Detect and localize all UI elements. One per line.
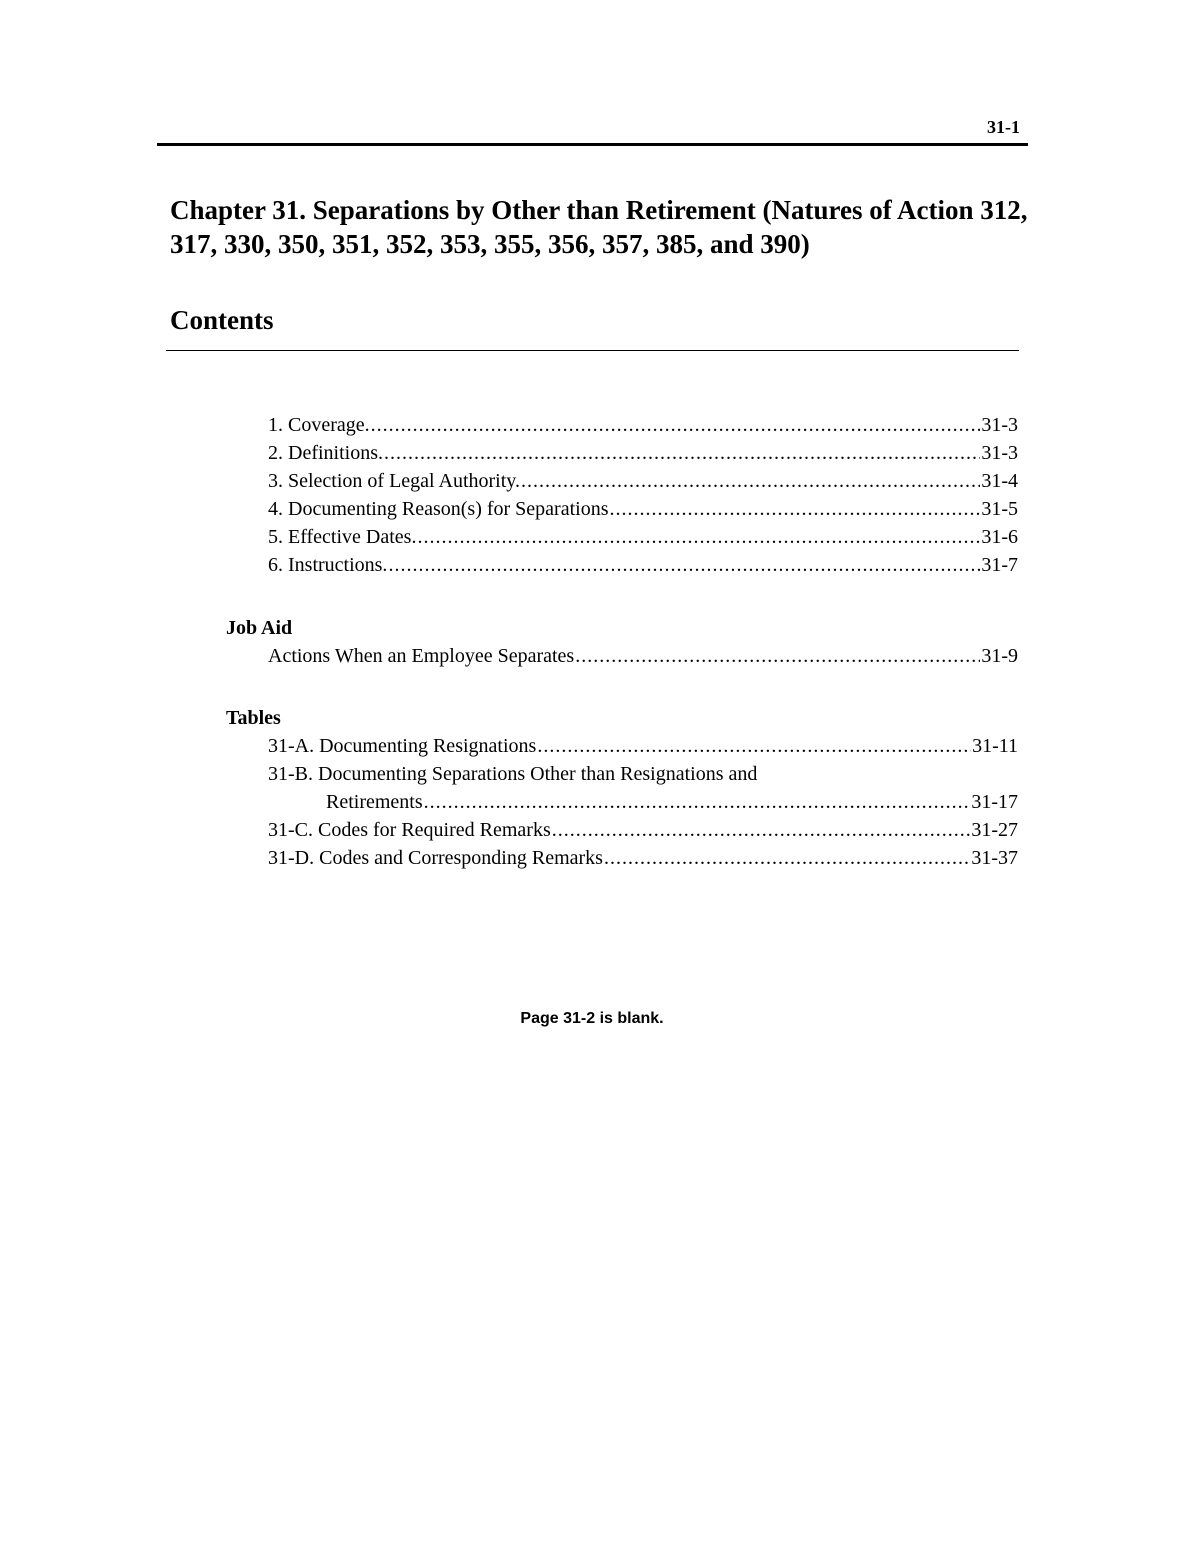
toc-entry-label: 3. Selection of Legal Authority.	[268, 470, 520, 492]
contents-list	[268, 411, 1018, 579]
toc-entry-page: 31-3	[981, 442, 1018, 464]
tables-heading: Tables	[226, 707, 281, 729]
tables-list	[268, 732, 1018, 872]
toc-entry-table-31c[interactable]	[268, 816, 1018, 844]
blank-page-note: Page 31-2 is blank.	[520, 1010, 664, 1027]
toc-entry-definitions[interactable]	[268, 439, 1018, 467]
contents-heading: Contents	[170, 305, 274, 335]
toc-entry-effective-dates[interactable]	[268, 523, 1018, 551]
toc-entry-page: 31-4	[981, 470, 1018, 492]
toc-entry-label: 4. Documenting Reason(s) for Separations	[268, 498, 609, 520]
toc-entry-table-31a[interactable]	[268, 732, 1018, 760]
toc-entry-label: Actions When an Employee Separates	[268, 645, 575, 667]
toc-entry-page: 31-3	[981, 414, 1018, 436]
toc-entry-documenting-reasons[interactable]	[268, 495, 1018, 523]
toc-entry-table-31b-continued[interactable]	[268, 788, 1018, 816]
toc-entry-page: 31-6	[981, 526, 1018, 548]
toc-entry-legal-authority[interactable]	[268, 467, 1018, 495]
dot-leader	[604, 844, 970, 872]
toc-entry-label: 1. Coverage.	[268, 414, 370, 436]
toc-entry-table-31d[interactable]	[268, 844, 1018, 872]
dot-leader	[521, 467, 980, 495]
toc-entry-label: 2. Definitions.	[268, 442, 383, 464]
dot-leader	[424, 788, 971, 816]
toc-entry-instructions[interactable]	[268, 551, 1018, 579]
toc-entry-label: 31-B. Documenting Separations Other than Resignations and	[268, 763, 758, 785]
dot-leader	[537, 732, 971, 760]
toc-entry-table-31b[interactable]	[268, 760, 1018, 788]
toc-entry-page: 31-11	[972, 735, 1018, 757]
page-number: 31-1	[987, 117, 1020, 137]
toc-entry-label: 6. Instructions.	[268, 554, 388, 576]
dot-leader	[552, 816, 971, 844]
dot-leader	[384, 439, 980, 467]
toc-entry-label: 31-C. Codes for Required Remarks	[268, 819, 551, 841]
toc-entry-employee-separates[interactable]	[268, 642, 1018, 670]
toc-entry-label-continuation: Retirements	[326, 791, 423, 813]
toc-entry-label: 31-A. Documenting Resignations	[268, 735, 537, 757]
toc-entry-label: 31-D. Codes and Corresponding Remarks	[268, 847, 603, 869]
chapter-title: Chapter 31. Separations by Other than Retirement (Natures of Action 312, 317, 330, 350, 351, 352, 353, 355, 356, 357, 385, and 390)	[170, 195, 1028, 259]
dot-leader	[609, 495, 980, 523]
contents-rule	[166, 350, 1019, 351]
toc-entry-coverage[interactable]	[268, 411, 1018, 439]
toc-entry-label: 5. Effective Dates.	[268, 526, 417, 548]
header-rule	[157, 143, 1028, 146]
dot-leader	[371, 411, 981, 439]
job-aid-list	[268, 642, 1018, 670]
dot-leader	[417, 523, 980, 551]
toc-entry-page: 31-7	[981, 554, 1018, 576]
toc-entry-page: 31-17	[971, 791, 1018, 813]
toc-entry-page: 31-37	[971, 847, 1018, 869]
toc-entry-page: 31-27	[971, 819, 1018, 841]
job-aid-heading: Job Aid	[226, 617, 293, 639]
toc-entry-page: 31-5	[981, 498, 1018, 520]
toc-entry-page: 31-9	[981, 645, 1018, 667]
dot-leader	[575, 642, 980, 670]
dot-leader	[388, 551, 980, 579]
